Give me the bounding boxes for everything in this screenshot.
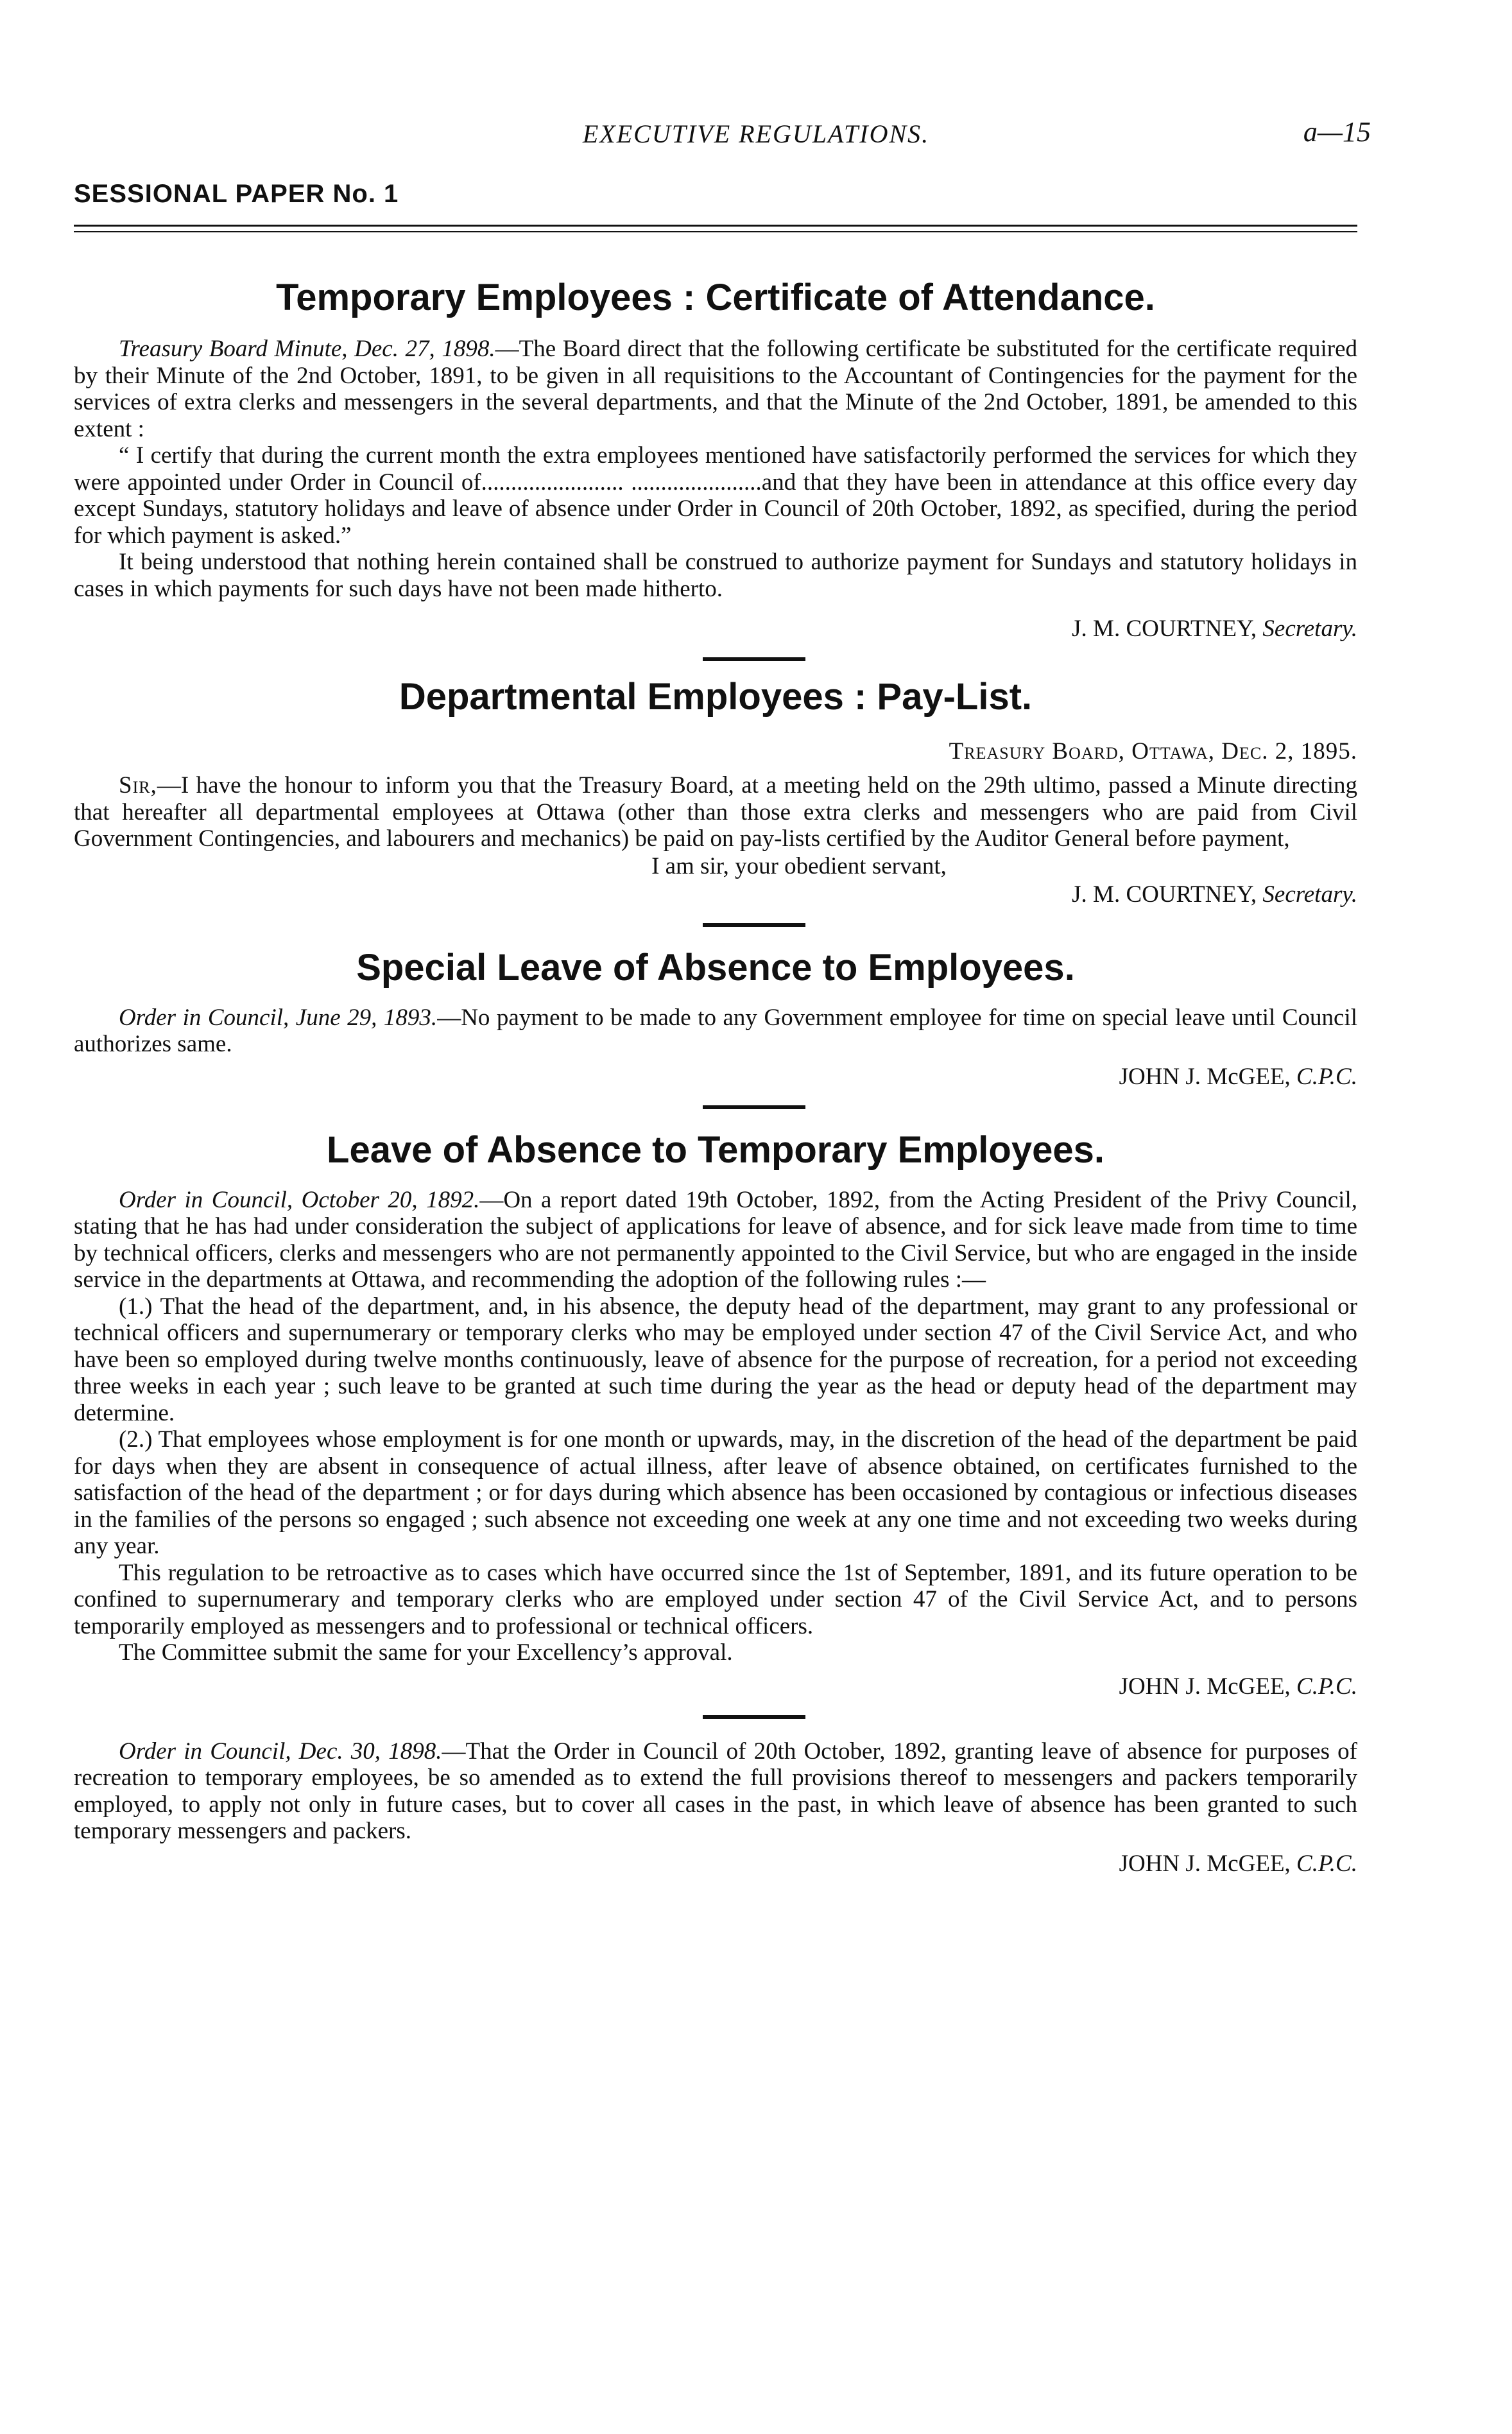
order-text: —On a report dated 19th October, 1892, from the Acting President of the Privy Council, stating that he has had under consideration the subject of applications for leave of absence, and for sick leave made from time to time by technical officers, clerks and messengers who are not permanently appointed to the Civil Service, but who are engaged in the inside service in the departments at Ottawa, and recommending the adoption of the following rules :— bbox=[74, 1186, 1357, 1293]
signature-name: J. M. COURTNEY, bbox=[1072, 881, 1257, 908]
temporary-leave-paragraph-retroactive: This regulation to be retroactive as to cases which have occurred since the 1st of September, 1891, and its future operation to be confined to supernumerary and temporary clerks who are employed under section 47 of the Civil Service Act, and to persons temporarily employed as messengers and to professional or technical officers. bbox=[74, 1559, 1357, 1639]
signature-mcgee-1 bbox=[74, 1063, 1357, 1091]
certificate-paragraph-1 bbox=[74, 336, 1357, 442]
minute-reference: Treasury Board Minute, Dec. 27, 1898. bbox=[119, 336, 495, 362]
signature-title: Secretary. bbox=[1262, 881, 1357, 908]
signature-courtney-1 bbox=[74, 615, 1357, 643]
header-rule-thick bbox=[74, 225, 1357, 227]
order-text: —That the Order in Council of 20th October, 1892, granting leave of absence for purposes of recreation to temporary employees, be so amended as to extend the full provisions thereof to messengers and packers temporarily employed, to apply not only in future cases, but to cover all cases in the past, in which leave of absence has been granted to such temporary messengers and packers. bbox=[74, 1738, 1357, 1844]
signature-name: JOHN J. McGEE, bbox=[1119, 1063, 1291, 1090]
signature-name: JOHN J. McGEE, bbox=[1119, 1673, 1291, 1700]
temporary-leave-rule-1: (1.) That the head of the department, and, in his absence, the deputy head of the department, may grant to any professional or technical officers and supernumerary or temporary clerks who may be employed under section 47 of the Civil Service Act, and who have been so employed during twelve months continuously, leave of absence for the purpose of recreation, for a period not exceeding three weeks in each year ; such leave to be granted at such time during the year as the head or deputy head of the department may determine. bbox=[74, 1293, 1357, 1426]
signature-name: J. M. COURTNEY, bbox=[1072, 616, 1257, 642]
dateline: Treasury Board, Ottawa, Dec. 2, 1895. bbox=[949, 738, 1357, 764]
page-number: a—15 bbox=[1303, 116, 1371, 148]
running-title: EXECUTIVE REGULATIONS. bbox=[582, 119, 930, 148]
signature-mcgee-3 bbox=[74, 1850, 1357, 1878]
temporary-leave-paragraph-approval: The Committee submit the same for your Excellency’s approval. bbox=[119, 1639, 733, 1666]
certificate-paragraph-3: It being understood that nothing herein contained shall be construed to authorize payment for Sundays and statutory holidays in cases in which payments for such days have not been made hitherto. bbox=[74, 549, 1357, 602]
closing-line: I am sir, your obedient servant, bbox=[651, 852, 947, 879]
temporary-leave-rule-2: (2.) That employees whose employment is for one month or upwards, may, in the discretion of the head of the department be paid for days when they are absent in consequence of actual illness, after leave of absence obtained, on certificates furnished to the satisfaction of the head of the department ; or for days during which absence has been occasioned by contagious or infectious diseases in the families of the persons so engaged ; such absence not exceeding one week at any one time and not exceeding two weeks during any year. bbox=[74, 1426, 1357, 1559]
order-reference: Order in Council, October 20, 1892. bbox=[119, 1186, 480, 1213]
document-body bbox=[74, 276, 1357, 1878]
order-reference: Order in Council, Dec. 30, 1898. bbox=[119, 1738, 442, 1765]
minute-text: —The Board direct that the following certificate be substituted for the certificate required by their Minute of the 2nd October, 1891, to be given in all requisitions to the Accountant of Contingencies for the payment for the services of extra clerks and messengers in the several departments, and that the Minute of the 2nd October, 1891, be amended to this extent : bbox=[74, 336, 1357, 442]
signature-mcgee-2 bbox=[74, 1673, 1357, 1701]
header-rule-thin bbox=[74, 231, 1357, 232]
paylist-paragraph bbox=[74, 772, 1357, 852]
amendment-paragraph bbox=[74, 1738, 1357, 1845]
certificate-paragraph-2: “ I certify that during the current month the extra employees mentioned have satisfactorily performed the services for which they were appointed under Order in Council of........................ ......................and that they have been in attendance at this office every day except Sundays, statutory holidays and leave of absence under Order in Council of 20th October, 1892, as specified, during the period for which payment is asked.” bbox=[74, 442, 1357, 549]
section-heading-temporary-leave: Leave of Absence to Temporary Employees. bbox=[327, 1128, 1104, 1171]
salutation: Sir, bbox=[119, 772, 157, 798]
paylist-text: —I have the honour to inform you that the Treasury Board, at a meeting held on the 29th ultimo, passed a Minute directing that hereafter all departmental employees at Ottawa (other than those extra clerks and messengers who are paid from Civil Government Contingencies, and labourers and mechanics) be paid on pay-lists certified by the Auditor General before payment, bbox=[74, 772, 1357, 852]
signature-title: Secretary. bbox=[1262, 616, 1357, 642]
section-heading-certificate: Temporary Employees : Certificate of Attendance. bbox=[276, 277, 1155, 318]
section-heading-special-leave: Special Leave of Absence to Employees. bbox=[356, 946, 1075, 988]
signature-courtney-2 bbox=[74, 881, 1357, 909]
signature-name: JOHN J. McGEE, bbox=[1119, 1850, 1291, 1877]
signature-title: C.P.C. bbox=[1296, 1673, 1357, 1700]
order-reference: Order in Council, June 29, 1893. bbox=[119, 1004, 438, 1031]
signature-title: C.P.C. bbox=[1296, 1850, 1357, 1877]
special-leave-paragraph bbox=[74, 1005, 1357, 1058]
order-text: —No payment to be made to any Government employee for time on special leave until Council authorizes same. bbox=[74, 1004, 1358, 1057]
section-heading-paylist: Departmental Employees : Pay-List. bbox=[399, 676, 1033, 718]
temporary-leave-paragraph-1 bbox=[74, 1187, 1357, 1293]
sessional-paper-label: SESSIONAL PAPER No. 1 bbox=[74, 180, 399, 208]
signature-title: C.P.C. bbox=[1296, 1063, 1357, 1090]
